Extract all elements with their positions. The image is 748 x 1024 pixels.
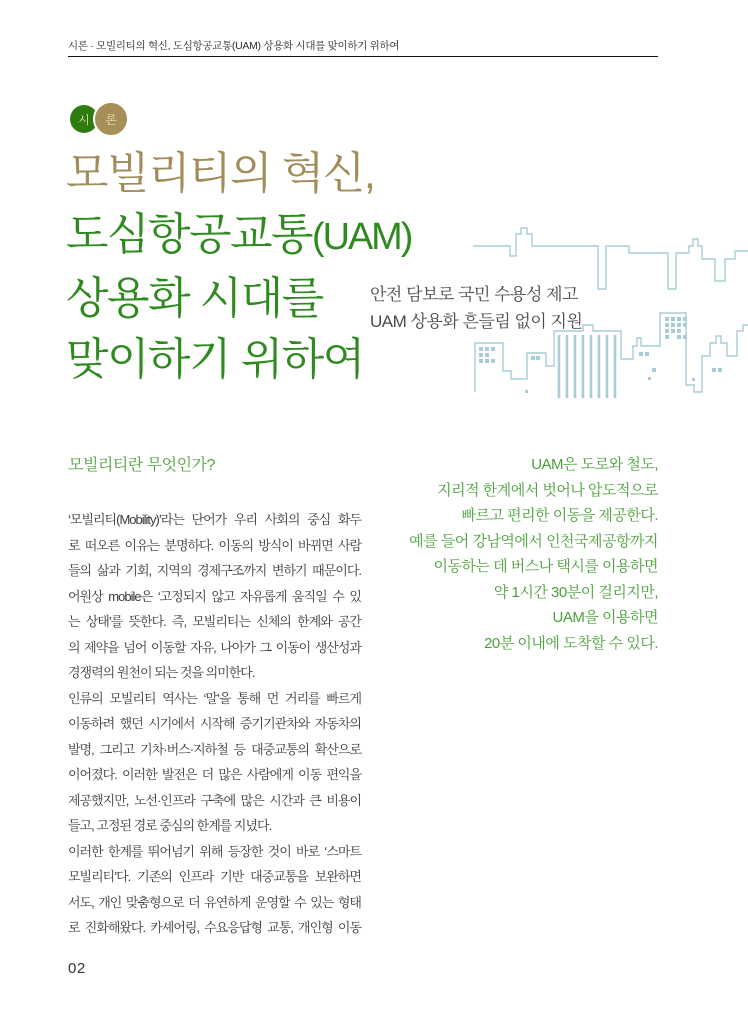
ron-badge: [93, 101, 129, 137]
running-header: 시론 · 모빌리티의 혁신, 도심항공교통(UAM) 상용화 시대를 맞이하기 위하여: [68, 40, 400, 52]
article-title-line-1: 모빌리티의 혁신,: [66, 149, 375, 198]
deck-line: UAM 상용화 흔들림 없이 지원: [370, 312, 583, 331]
pull-quote-line: UAM은 도로와 철도,: [531, 456, 658, 473]
page-number: 02: [68, 960, 86, 977]
body-text-line: 제공했지만, 노선·인프라 구축에 많은 시간과 큰 비용이: [68, 792, 361, 808]
skyline-building-columns: [559, 335, 615, 398]
body-text-line: 경쟁력의 원천이 되는 것을 의미한다.: [68, 665, 255, 680]
pull-quote-line: 이동하는 데 버스나 택시를 이용하면: [433, 558, 658, 575]
body-text-line: 발명, 그리고 기차·버스·지하철 등 대중교통의 확산으로: [68, 741, 361, 757]
body-text-line: 들의 삶과 기회, 지역의 경제구조까지 변하기 때문이다.: [68, 563, 361, 578]
city-skyline-illustration: [440, 225, 748, 400]
article-title-line-4: 맞이하기 위하여: [66, 335, 364, 384]
article-body-column: [68, 452, 361, 941]
body-text-line: 이동하려 했던 시기에서 시작해 증기기관차와 자동차의: [68, 716, 361, 731]
header-divider: [68, 56, 658, 57]
body-text-line: 어원상 mobile은 ‘고정되지 않고 자유롭게 움직일 수 있: [68, 588, 361, 604]
section-heading: 모빌리티란 무엇인가?: [68, 457, 215, 474]
body-text-line: ‘모빌리티(Mobility)’라는 단어가 우리 사회의 중심 화두: [68, 512, 361, 527]
article-body: [68, 507, 361, 941]
body-text-line: 의 제약을 넘어 이동할 자유, 나아가 그 이동이 생산성과: [68, 639, 361, 655]
body-text-line: 이어졌다. 이러한 발전은 더 많은 사람에게 이동 편익을: [68, 767, 361, 782]
pull-quote-line: 예를 들어 강남역에서 인천국제공항까지: [409, 532, 658, 550]
skyline-lower-roofline: [475, 313, 748, 392]
article-title-uam-paren: (UAM): [312, 216, 412, 258]
pull-quote-line: 지리적 한계에서 벗어나 압도적으로: [437, 481, 658, 499]
si-badge-label: 시: [78, 112, 90, 127]
pull-quote-line: 20분 이내에 도착할 수 있다.: [484, 634, 658, 652]
pull-quote: [358, 452, 658, 656]
body-text-line: 인류의 모빌리티 역사는 ‘말’을 통해 먼 거리를 빠르게: [68, 690, 361, 706]
body-text-line: 서도, 개인 맞춤형으로 더 유연하게 운영할 수 있는 형태: [68, 894, 361, 910]
body-text-line: 모빌리티’다. 기존의 인프라 기반 대중교통을 보완하면: [68, 869, 361, 884]
body-text-line: 들고, 고정된 경로 중심의 한계를 지녔다.: [68, 818, 272, 833]
pull-quote-line: 약 1시간 30분이 걸리지만,: [493, 583, 658, 601]
pull-quote-line: 빠르고 편리한 이동을 제공한다.: [461, 507, 658, 524]
skyline-upper-roofline: [473, 228, 748, 289]
pull-quote-line: UAM을 이용하면: [552, 609, 658, 626]
body-text-line: 이러한 한계를 뛰어넘기 위해 등장한 것이 바로 ‘스마트: [68, 843, 361, 859]
deck-line: 안전 담보로 국민 수용성 제고: [370, 285, 578, 304]
body-text-line: 로 떠오른 이유는 분명하다. 이동의 방식이 바뀌면 사람: [68, 537, 361, 553]
body-text-line: 로 진화해왔다. 카셰어링, 수요응답형 교통, 개인형 이동: [68, 920, 361, 935]
body-text-line: 는 상태’를 뜻한다. 즉, 모빌리티는 신체의 한계와 공간: [68, 614, 361, 629]
article-title-line-3: 상용화 시대를: [66, 274, 323, 323]
ron-badge-label: 론: [105, 112, 117, 127]
article-title-line-2: 도심항공교통(UAM): [66, 210, 412, 259]
